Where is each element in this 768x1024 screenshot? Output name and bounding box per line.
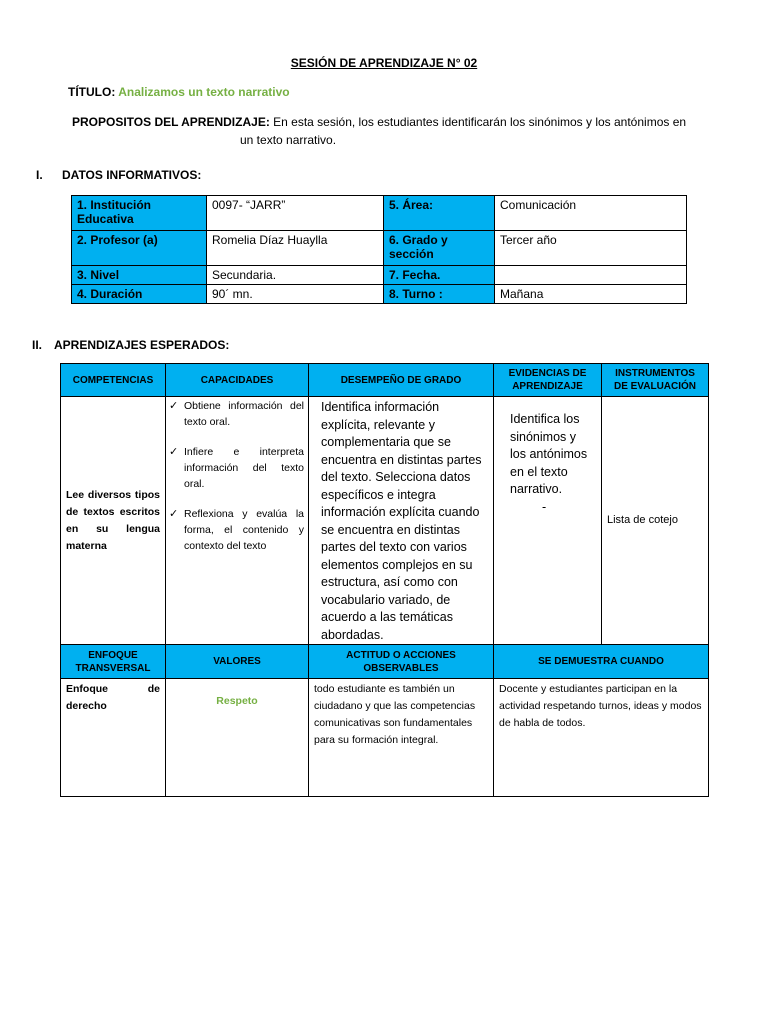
competencia-cell: Lee diversos tipos de textos escritos en su lengua materna [61, 397, 166, 645]
value-turno: Mañana [495, 285, 687, 304]
header-row [61, 364, 709, 397]
label-turno: 8. Turno : [384, 285, 495, 304]
value-profesor: Romelia Díaz Huaylla [207, 231, 384, 266]
datos-row [72, 266, 687, 285]
label-grado: 6. Grado y sección [384, 231, 495, 266]
header-valores: VALORES [166, 645, 309, 679]
content-row [61, 397, 709, 645]
header-evidencias: EVIDENCIAS DE APRENDIZAJE [494, 364, 602, 397]
value-fecha [495, 266, 687, 285]
capacidad-text: Infiere e interpreta información del texto oral. [184, 446, 304, 490]
valor-cell: Respeto [166, 679, 309, 797]
datos-table [71, 195, 687, 304]
label-duracion: 4. Duración [72, 285, 207, 304]
datos-row [72, 196, 687, 231]
header-competencias: COMPETENCIAS [61, 364, 166, 397]
header-row-2 [61, 645, 709, 679]
value-duracion: 90´ mn. [207, 285, 384, 304]
desempeno-cell: Identifica información explícita, relevante y complementaria que se encuentra en distintas partes del texto. Selecciona datos específicos e integra información explícita cuando se encuentra en distintas partes del texto con varios elementos complejos en su estructura, así como con vocabulario variado, de acuerdo a las temáticas abordadas. [309, 397, 494, 645]
datos-row [72, 231, 687, 266]
section1-title: DATOS INFORMATIVOS: [62, 168, 202, 182]
header-instrumentos: INSTRUMENTOS DE EVALUACIÓN [602, 364, 709, 397]
actitud-cell: todo estudiante es también un ciudadano y que las competencias comunicativas son fundamentales para su formación integral. [309, 679, 494, 797]
checkmark-icon: ✓ [169, 400, 179, 412]
propositos-label: PROPOSITOS DEL APRENDIZAJE: [72, 115, 270, 129]
propositos-line1: En esta sesión, los estudiantes identificarán los sinónimos y los antónimos en [273, 115, 687, 129]
label-nivel: 3. Nivel [72, 266, 207, 285]
header-enfoque: ENFOQUE TRANSVERSAL [61, 645, 166, 679]
section2-title: APRENDIZAJES ESPERADOS: [54, 338, 230, 352]
value-area: Comunicación [495, 196, 687, 231]
capacidad-item [169, 444, 304, 492]
evidencia-cell [494, 397, 602, 645]
capacidad-item [169, 398, 304, 430]
enfoque-row [61, 679, 709, 797]
label-fecha: 7. Fecha. [384, 266, 495, 285]
enfoque-cell: Enfoque de derecho [61, 679, 166, 797]
label-area: 5. Área: [384, 196, 495, 231]
capacidad-text: Reflexiona y evalúa la forma, el contenido y contexto del texto [184, 508, 304, 552]
section2-num: II. [32, 338, 43, 352]
titulo-value: Analizamos un texto narrativo [118, 85, 290, 99]
instrumento-cell: Lista de cotejo [602, 397, 709, 645]
value-grado: Tercer año [495, 231, 687, 266]
propositos-line2: un texto narrativo. [240, 133, 337, 147]
header-actitud: ACTITUD O ACCIONES OBSERVABLES [309, 645, 494, 679]
value-nivel: Secundaria. [207, 266, 384, 285]
aprendizajes-table [60, 363, 709, 797]
capacidad-text: Obtiene información del texto oral. [184, 400, 304, 428]
propositos [72, 115, 686, 129]
header-demuestra: SE DEMUESTRA CUANDO [494, 645, 709, 679]
capacidades-cell [166, 397, 309, 645]
titulo-line [68, 85, 290, 99]
checkmark-icon: ✓ [169, 446, 179, 458]
datos-row [72, 285, 687, 304]
section1-num: I. [36, 168, 43, 182]
session-title: SESIÓN DE APRENDIZAJE N° 02 [290, 56, 478, 70]
titulo-label: TÍTULO: [68, 85, 116, 99]
header-capacidades: CAPACIDADES [166, 364, 309, 397]
evidencia-dash: - [542, 499, 547, 514]
label-institucion: 1. Institución Educativa [72, 196, 207, 231]
demuestra-cell: Docente y estudiantes participan en la actividad respetando turnos, ideas y modos de habla de todos. [494, 679, 709, 797]
label-profesor: 2. Profesor (a) [72, 231, 207, 266]
checkmark-icon: ✓ [169, 508, 179, 520]
value-institucion: 0097- “JARR” [207, 196, 384, 231]
capacidad-item [169, 506, 304, 554]
evidencia-text: Identifica los sinónimos y los antónimos en el texto narrativo. [510, 412, 588, 496]
header-desempeno: DESEMPEÑO DE GRADO [309, 364, 494, 397]
